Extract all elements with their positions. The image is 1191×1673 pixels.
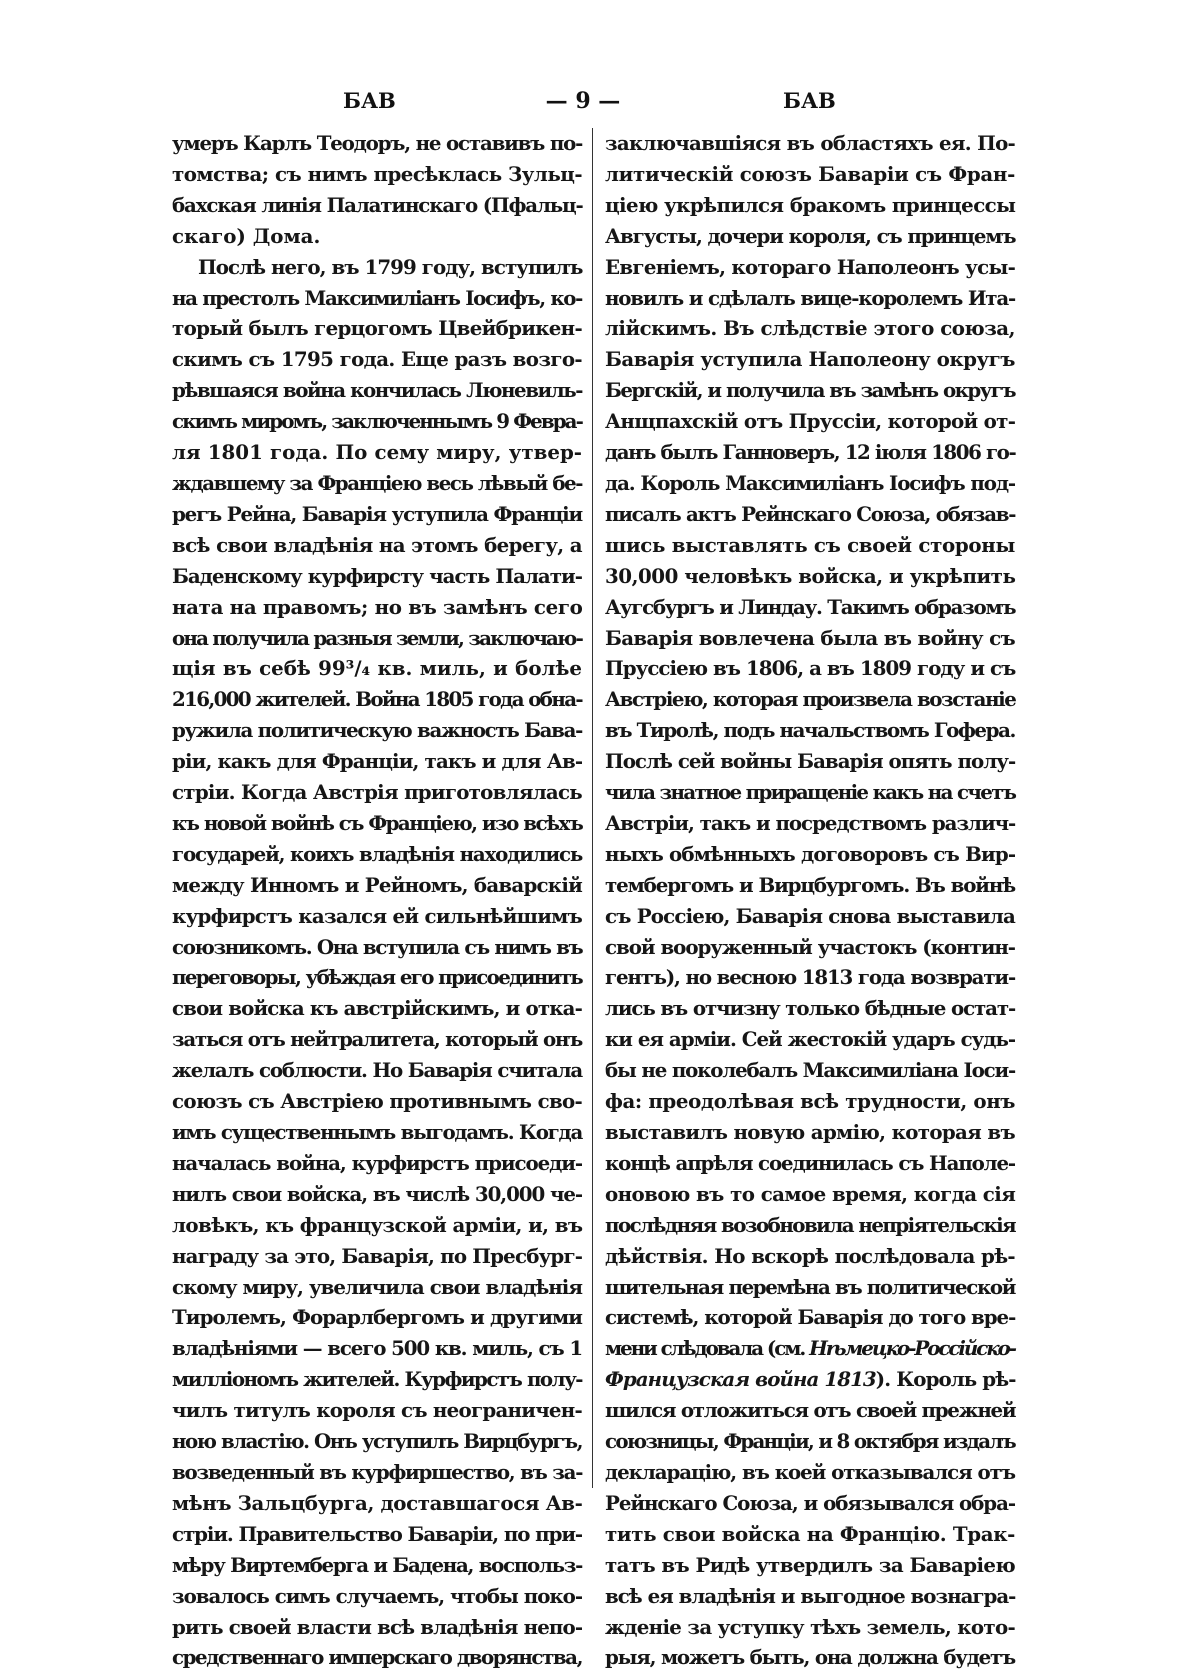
- text-line: союзницы, Франціи, и 8 октября издалъ: [605, 1429, 1015, 1454]
- text-line: скому миру, увеличила свои владѣнія: [172, 1274, 582, 1299]
- text-line: ныхъ обмѣнныхъ договоровъ съ Вир-: [605, 841, 1016, 866]
- text-line: шись выставлять съ своей стороны: [605, 532, 1015, 557]
- text-line: между Инномъ и Рейномъ, баварскій: [172, 872, 582, 897]
- text-line: имъ существеннымъ выгодамъ. Когда: [172, 1120, 582, 1144]
- text-line: ружила политическую важность Бава-: [172, 718, 582, 743]
- text-line: мѣру Виртемберга и Бадена, воспольз-: [172, 1552, 583, 1577]
- text-line: свои войска къ австрійскимъ, и отка-: [172, 996, 582, 1021]
- text-line: возведенный въ курфиршество, въ за-: [172, 1459, 583, 1484]
- text-line: заться отъ нейтралитета, который онъ: [172, 1027, 583, 1052]
- text-line: въ Тиролѣ, подъ начальствомъ Гофера.: [605, 718, 1015, 743]
- text-line: Австріи, такъ и посредствомъ различ-: [605, 810, 1016, 835]
- text-line: системѣ, которой Баварія до того вре-: [605, 1305, 1016, 1330]
- text-line: владѣніями — всего 500 кв. миль, съ 1: [172, 1336, 582, 1361]
- text-line: средственнаго имперскаго дворянства,: [172, 1645, 583, 1670]
- left-column: [172, 128, 583, 1670]
- text-line: государей, коихъ владѣнія находились: [172, 841, 583, 866]
- text-line: оновою въ то самое время, когда сія: [605, 1181, 1016, 1206]
- text-line: ки ея арміи. Сей жестокій ударъ судь-: [605, 1027, 1016, 1052]
- text-line: лись въ отчизну только бѣдные остат-: [605, 996, 1016, 1021]
- text-line: началась война, курфирстъ присоеди-: [172, 1150, 582, 1175]
- text-line: торый былъ герцогомъ Цвейбрикен-: [172, 316, 582, 341]
- text-line: тить свои войска на Францію. Трак-: [605, 1521, 1015, 1546]
- text-line: она получила разныя земли, заключаю-: [172, 625, 582, 650]
- text-line: писалъ актъ Рейнскаго Союза, обязав-: [605, 501, 1016, 526]
- text-line: тембергомъ и Вирцбургомъ. Въ войнѣ: [605, 872, 1015, 897]
- text-line: фа: преодолѣвая всѣ трудности, онъ: [605, 1089, 1016, 1114]
- text-line: чилъ титулъ короля съ неограничен-: [172, 1398, 582, 1423]
- text-line: съ Россіею, Баварія снова выставила: [605, 903, 1015, 928]
- text-line: Августы, дочери короля, съ принцемъ: [605, 223, 1016, 248]
- text-line: всѣ свои владѣнія на этомъ берегу, а: [172, 532, 582, 557]
- text-line: ля 1801 года. По сему миру, утвер-: [172, 440, 582, 465]
- text-line: ната на правомъ; но въ замѣнъ сего: [172, 594, 583, 619]
- page-number: — 9 —: [545, 88, 621, 114]
- text-line: ціею укрѣпился бракомъ принцессы: [605, 192, 1016, 217]
- text-line: рить своей власти всѣ владѣнія непо-: [172, 1614, 583, 1639]
- text-line: чила знатное приращеніе какъ на счетъ: [605, 780, 1016, 805]
- text-line: шительная перемѣна въ политической: [605, 1274, 1016, 1299]
- text-line: милліономъ жителей. Курфирстъ полу-: [172, 1367, 582, 1392]
- page-header: [168, 88, 998, 122]
- text-line: лійскимъ. Въ слѣдствіе этого союза,: [605, 316, 1015, 341]
- text-line: Анщпахскій отъ Пруссіи, которой от-: [605, 409, 1016, 434]
- text-line: Пруссіею въ 1806, а въ 1809 году и съ: [605, 656, 1016, 681]
- text-line: послѣдняя возобновила непріятельскія: [605, 1212, 1016, 1237]
- text-line: концѣ апрѣля соединилась съ Наполе-: [605, 1150, 1015, 1175]
- text-line: бы не поколебалъ Максимиліана Іоси-: [605, 1058, 1016, 1083]
- text-line: стріи. Правительство Баваріи, по при-: [172, 1521, 583, 1546]
- text-line: всѣ ея владѣнія и выгодное вознагра-: [605, 1583, 1016, 1608]
- text-line: жденіе за уступку тѣхъ земель, кото-: [605, 1614, 1015, 1639]
- text-line: рыя, можетъ быть, она должна будетъ: [605, 1645, 1015, 1670]
- text-line: Австріею, которая произвела возстаніе: [605, 687, 1016, 712]
- text-line: Французская война 1813). Король рѣ-: [605, 1367, 1016, 1392]
- text-line: литическій союзъ Баваріи съ Фран-: [605, 161, 1015, 186]
- text-line: Рейнскаго Союза, и обязывался обра-: [605, 1490, 1015, 1515]
- right-column: [605, 128, 1016, 1670]
- text-line: Бергскій, и получила въ замѣнъ округъ: [605, 378, 1015, 403]
- text-line: Аугсбургъ и Линдау. Такимъ образомъ: [605, 594, 1016, 619]
- text-line: награду за это, Баварія, по Пресбург-: [172, 1243, 583, 1268]
- text-line: ріи, какъ для Франціи, такъ и для Ав-: [172, 749, 583, 774]
- text-line: заключавшіяся въ областяхъ ея. По-: [605, 131, 1015, 155]
- text-line: Евгеніемъ, котораго Наполеонъ усы-: [605, 254, 1016, 279]
- text-line: скаго) Дома.: [172, 223, 321, 248]
- text-line: ждавшему за Франціею весь лѣвый бе-: [172, 470, 583, 495]
- text-line: декларацію, въ коей отказывался отъ: [605, 1459, 1015, 1484]
- text-line: ловѣкъ, къ французской арміи, и, въ: [172, 1212, 583, 1237]
- text-line: союзъ съ Австріею противнымъ сво-: [172, 1089, 582, 1114]
- text-line: да. Король Максимиліанъ Іосифъ под-: [605, 470, 1015, 495]
- text-line: Послѣ сей войны Баварія опять полу-: [605, 749, 1016, 774]
- text-line: зовалось симъ случаемъ, чтобы поко-: [172, 1583, 582, 1608]
- text-line: новилъ и сдѣлалъ вице-королемъ Ита-: [605, 285, 1015, 310]
- text-line: нилъ свои войска, въ числѣ 30,000 че-: [172, 1181, 582, 1206]
- text-line: Тиролемъ, Форарлбергомъ и другими: [172, 1305, 582, 1330]
- running-head-left: БАВ: [343, 88, 396, 113]
- column-divider: [592, 128, 593, 1488]
- text-line: стріи. Когда Австрія приготовлялась: [172, 780, 582, 805]
- text-line: Баварія уступила Наполеону округъ: [605, 347, 1015, 372]
- text-line: данъ былъ Ганноверъ, 12 іюля 1806 го-: [605, 440, 1016, 465]
- text-line: томства; съ нимъ пресѣклась Зульц-: [172, 161, 582, 186]
- text-line: гентъ), но весною 1813 года возврати-: [605, 965, 1015, 990]
- text-line: бахская линія Палатинскаго (Пфальц-: [172, 192, 583, 217]
- text-line: союзникомъ. Она вступила съ нимъ въ: [172, 934, 583, 959]
- text-line: свой вооруженный участокъ (контин-: [605, 934, 1015, 959]
- text-line: выставилъ новую армію, которая въ: [605, 1120, 1015, 1144]
- text-line: татъ въ Ридѣ утвердилъ за Баваріею: [605, 1552, 1015, 1577]
- cross-reference: Нѣмецко-Россійско-: [809, 1336, 1015, 1361]
- text-line: мени слѣдовала (см. Нѣмецко-Россійско-: [605, 1336, 1015, 1361]
- text-line: шился отложиться отъ своей прежней: [605, 1398, 1016, 1423]
- running-head-right: БАВ: [783, 88, 836, 113]
- text-line: Баденскому курфирсту часть Палати-: [172, 563, 582, 588]
- text-line: Баварія вовлечена была въ войну съ: [605, 625, 1015, 650]
- text-line: къ новой войнѣ съ Франціею, изо всѣхъ: [172, 810, 583, 835]
- text-line: курфирстъ казался ей сильнѣйшимъ: [172, 903, 583, 928]
- text-line: на престолъ Максимиліанъ Іосифъ, ко-: [172, 285, 582, 310]
- text-line: регъ Рейна, Баварія уступила Франціи: [172, 501, 582, 526]
- text-line: скимъ съ 1795 года. Еще разъ возго-: [172, 347, 582, 372]
- text-line: переговоры, убѣждая его присоединить: [172, 965, 582, 990]
- text-line: щія въ себѣ 99³/₄ кв. миль, и болѣе: [172, 656, 582, 681]
- cross-reference: Французская война 1813: [605, 1367, 876, 1392]
- text-line: скимъ миромъ, заключеннымъ 9 Февра-: [172, 409, 582, 434]
- text-line: ною властію. Онъ уступилъ Вирцбургъ,: [172, 1429, 582, 1454]
- text-line: дѣйствія. Но вскорѣ послѣдовала рѣ-: [605, 1243, 1015, 1268]
- text-line: желалъ соблюсти. Но Баварія считала: [172, 1058, 582, 1083]
- text-line: рѣвшаяся война кончилась Люневиль-: [172, 378, 582, 403]
- text-line: 30,000 человѣкъ войска, и укрѣпить: [605, 563, 1016, 588]
- text-line: Послѣ него, въ 1799 году, вступилъ: [198, 254, 583, 279]
- text-line: умеръ Карлъ Теодоръ, не оставивъ по-: [172, 131, 583, 155]
- text-line: мѣнъ Зальцбурга, доставшагося Ав-: [172, 1490, 583, 1515]
- text-line: 216,000 жителей. Война 1805 года обна-: [172, 687, 582, 712]
